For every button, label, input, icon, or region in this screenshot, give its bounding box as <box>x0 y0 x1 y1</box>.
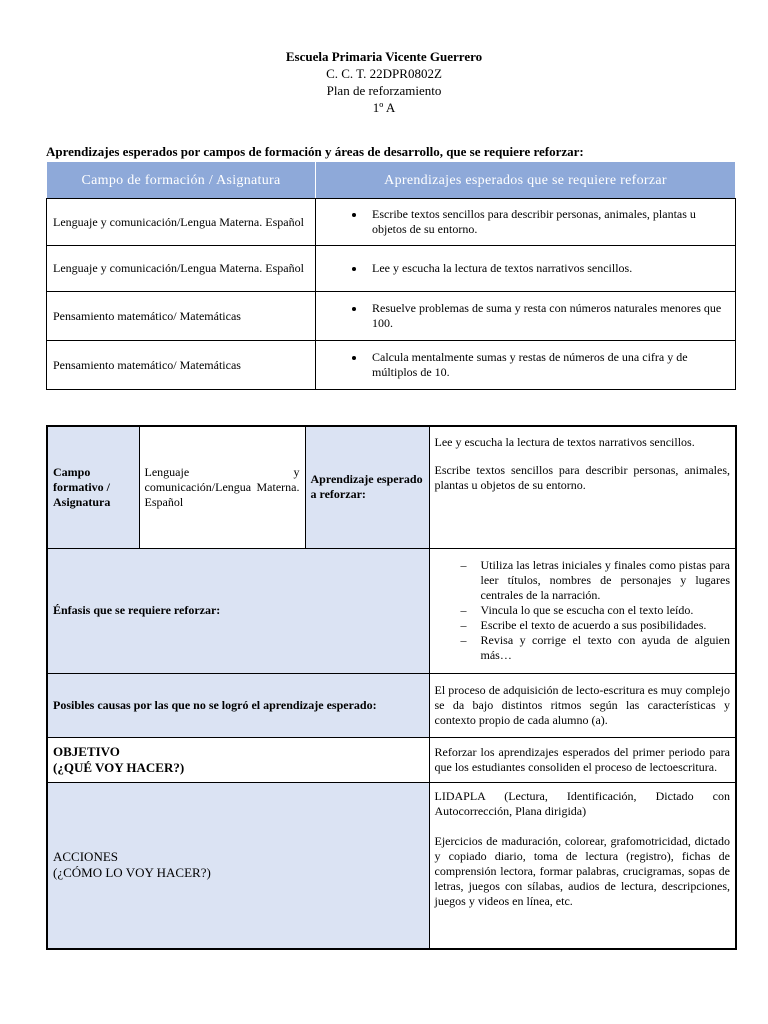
campo-cell: Pensamiento matemático/ Matemáticas <box>47 341 316 390</box>
cct-code: C. C. T. 22DPR0802Z <box>326 66 442 81</box>
campo-cell: Lenguaje y comunicación/Lengua Materna. Español <box>47 246 316 292</box>
objetivo-subtitle: (¿QUÉ VOY HACER?) <box>53 759 185 775</box>
table-row <box>47 199 736 246</box>
list-item: – Revisa y corrige el texto con ayuda de alguien más… <box>461 633 731 663</box>
aprendizaje-cell <box>316 292 736 341</box>
list-item: • Escribe textos sencillos para describir personas, animales, plantas u objetos de su entorno. <box>366 207 729 237</box>
enfasis-value <box>429 548 736 673</box>
table-row <box>47 426 736 548</box>
table-row <box>47 737 736 782</box>
aprendizaje-esperado-value <box>429 426 736 548</box>
table-row <box>47 782 736 949</box>
acciones-title: ACCIONES <box>53 849 119 865</box>
list-item: • Resuelve problemas de suma y resta con números naturales menores que 100. <box>366 301 729 331</box>
reinforcement-plan-table <box>46 425 737 950</box>
list-item: • Lee y escucha la lectura de textos narrativos sencillos. <box>366 261 729 276</box>
section-title: Aprendizajes esperados por campos de formación y áreas de desarrollo, que se requiere reforzar: <box>46 144 584 159</box>
aprendizaje-esperado-label: Aprendizaje esperado a reforzar: <box>305 426 429 548</box>
header-campo: Campo de formación / Asignatura <box>47 162 316 199</box>
table-row <box>47 548 736 673</box>
enfasis-label: Énfasis que se requiere reforzar: <box>47 548 429 673</box>
acciones-value-1: LIDAPLA (Lectura, Identificación, Dictado con Autocorrección, Plana dirigida) <box>434 788 730 818</box>
aprendizaje-value-1: Lee y escucha la lectura de textos narrativos sencillos. <box>434 435 695 449</box>
table-row <box>47 673 736 737</box>
school-name: Escuela Primaria Vicente Guerrero <box>285 49 483 64</box>
grade-label: 1º A <box>372 100 396 115</box>
campo-cell: Pensamiento matemático/ Matemáticas <box>47 292 316 341</box>
learning-table-header <box>47 162 736 199</box>
campo-formativo-label: Campo formativo / Asignatura <box>47 426 139 548</box>
objetivo-value: Reforzar los aprendizajes esperados del primer periodo para que los estudiantes consoliden el proceso de lectoescritura. <box>429 737 736 782</box>
causas-label: Posibles causas por las que no se logró el aprendizaje esperado: <box>47 673 429 737</box>
header-aprendizajes: Aprendizajes esperados que se requiere reforzar <box>316 162 736 199</box>
acciones-subtitle: (¿CÓMO LO VOY HACER?) <box>53 865 211 881</box>
causas-value: El proceso de adquisición de lecto-escritura es muy complejo se da bajo distintos ritmos según las características y contexto propio de cada alumno (a). <box>429 673 736 737</box>
table-row <box>47 341 736 390</box>
aprendizaje-value-2: Escribe textos sencillos para describir personas, animales, plantas u objetos de su entorno. <box>434 463 730 492</box>
acciones-label <box>47 782 429 949</box>
list-item: • Calcula mentalmente sumas y restas de números de una cifra y de múltiplos de 10. <box>366 350 729 380</box>
table-row <box>47 246 736 292</box>
aprendizaje-cell <box>316 199 736 246</box>
plan-title: Plan de reforzamiento <box>326 83 442 98</box>
document-header <box>0 48 768 116</box>
learning-table <box>46 161 736 390</box>
objetivo-title: OBJETIVO <box>53 743 120 759</box>
list-item: – Vincula lo que se escucha con el texto leído. <box>461 603 731 618</box>
table-row <box>47 292 736 341</box>
objetivo-label <box>47 737 429 782</box>
list-item: – Utiliza las letras iniciales y finales como pistas para leer títulos, nombres de personajes y lugares centrales de la narración. <box>461 558 731 603</box>
aprendizaje-cell <box>316 246 736 292</box>
campo-cell: Lenguaje y comunicación/Lengua Materna. Español <box>47 199 316 246</box>
list-item: – Escribe el texto de acuerdo a sus posibilidades. <box>461 618 731 633</box>
campo-formativo-value: Lenguaje y comunicación/Lengua Materna. Español <box>139 426 305 548</box>
aprendizaje-cell <box>316 341 736 390</box>
acciones-value <box>429 782 736 949</box>
acciones-value-2: Ejercicios de maduración, colorear, grafomotricidad, dictado y copiado diario, toma de lectura (registro), fichas de comprensión lectora, formar palabras, crucigramas, sopas de letras, juegos con sílabas, audios de lectura, descripciones, juegos y videos en línea, etc. <box>434 833 730 908</box>
